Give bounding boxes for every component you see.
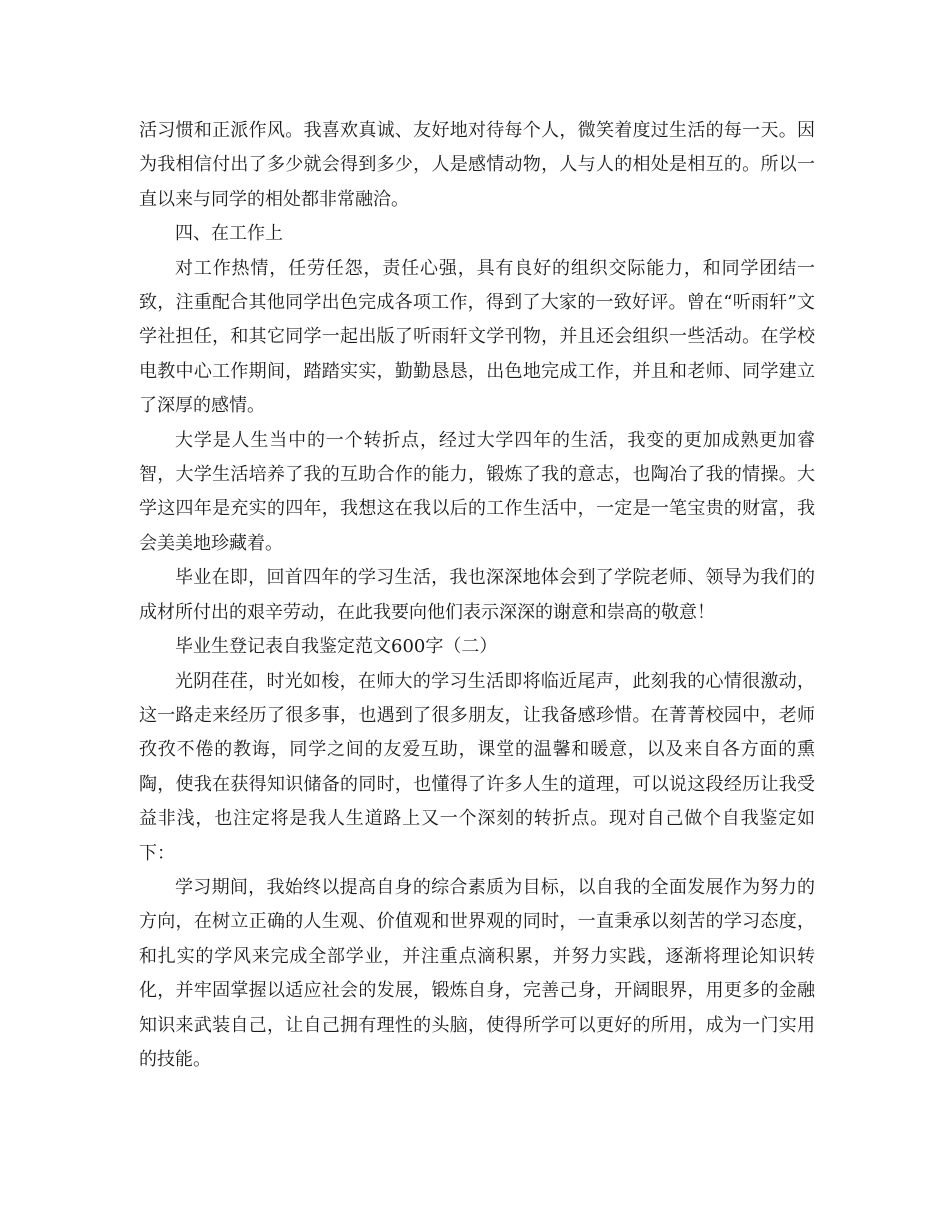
document-page — [139, 114, 815, 1077]
body-paragraph-2: 对工作热情，任劳任怨，责任心强，具有良好的组织交际能力，和同学团结一致，注重配合其他同学出色完成各项工作，得到了大家的一致好评。曾在“听雨轩”文学社担任，和其它同学一起出版了听雨轩文学刊物，并且还会组织一些活动。在学校电教中心工作期间，踏踏实实，勤勤恳恳，出色地完成工作，并且和老师、同学建立了深厚的感情。 — [139, 257, 815, 417]
body-paragraph-3: 大学是人生当中的一个转折点，经过大学四年的生活，我变的更加成熟更加睿智，大学生活培养了我的互助合作的能力，锻炼了我的意志，也陶冶了我的情操。大学这四年是充实的四年，我想这在我以后的工作生活中，一定是一笔宝贵的财富，我会美美地珍藏着。 — [139, 429, 815, 554]
body-paragraph-6: 学习期间，我始终以提高自身的综合素质为目标，以自我的全面发展作为努力的方向，在树立正确的人生观、价值观和世界观的同时，一直秉承以刻苦的学习态度，和扎实的学风来完成全部学业，并注重点滴积累，并努力实践，逐渐将理论知识转化，并牢固掌握以适应社会的发展，锻炼自身，完善己身，开阔眼界，用更多的金融知识来武装自己，让自己拥有理性的头脑，使得所学可以更好的所用，成为一门实用的技能。 — [139, 876, 815, 1070]
body-paragraph-5: 光阴荏荏，时光如梭，在师大的学习生活即将临近尾声，此刻我的心情很激动，这一路走来经历了很多事，也遇到了很多朋友，让我备感珍惜。在菁菁校园中，老师孜孜不倦的教诲，同学之间的友爱互助，课堂的温馨和暖意，以及来自各方面的熏陶，使我在获得知识储备的同时，也懂得了许多人生的道理，可以说这段经历让我受益非浅，也注定将是我人生道路上又一个深刻的转折点。现对自己做个自我鉴定如下： — [139, 670, 815, 864]
body-paragraph-4: 毕业在即，回首四年的学习生活，我也深深地体会到了学院老师、领导为我们的成材所付出的艰辛劳动，在此我要向他们表示深深的谢意和崇高的敬意！ — [139, 567, 815, 623]
section-heading-sample-two: 毕业生登记表自我鉴定范文600字（二） — [175, 636, 498, 658]
section-heading-work: 四、在工作上 — [175, 223, 283, 245]
body-paragraph-1: 活习惯和正派作风。我喜欢真诚、友好地对待每个人，微笑着度过生活的每一天。因为我相信付出了多少就会得到多少，人是感情动物，人与人的相处是相互的。所以一直以来与同学的相处都非常融洽。 — [139, 120, 815, 210]
